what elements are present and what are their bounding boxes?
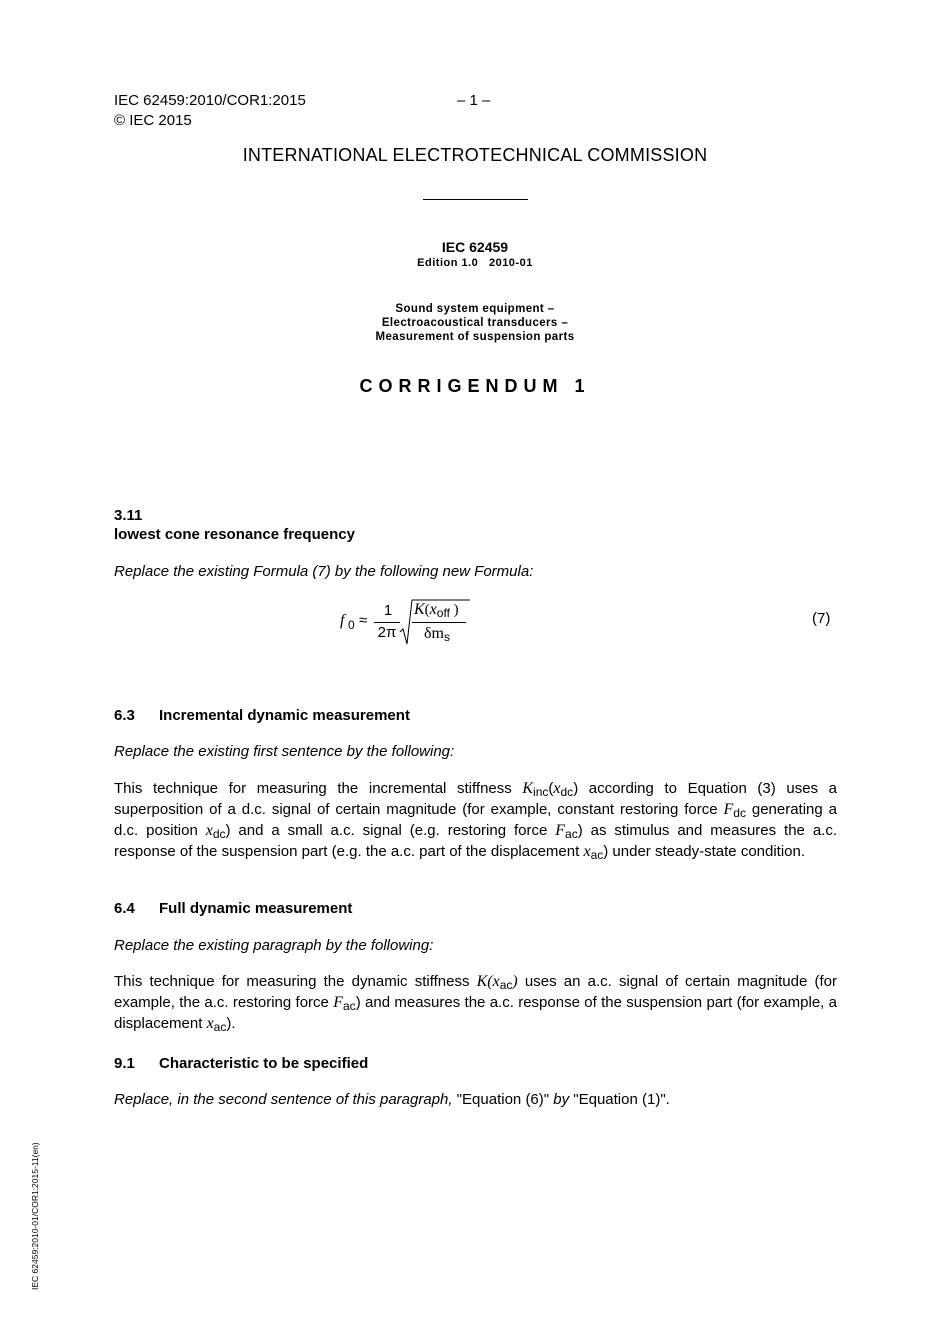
subtitle-line-3: Measurement of suspension parts <box>375 331 575 343</box>
section-6-3-instruction: Replace the existing first sentence by the following: <box>114 743 455 760</box>
document-reference: IEC 62459:2010/COR1:2015 <box>114 92 306 109</box>
formula-frac-den: 2π <box>377 624 397 641</box>
copyright: © IEC 2015 <box>114 112 192 129</box>
section-6-3-title: Incremental dynamic measurement <box>159 707 410 724</box>
formula-var-x: x <box>429 601 437 618</box>
section-6-3-number: 6.3 <box>114 707 135 724</box>
formula-root-denominator <box>424 625 450 643</box>
section-6-4-instruction: Replace the existing paragraph by the following: <box>114 937 434 954</box>
side-document-id: IEC 62459:2010-01/COR1:2015-11(en) <box>30 1142 40 1290</box>
formula-sub-off: off <box>436 606 450 620</box>
section-6-4-body: This technique for measuring the dynamic stiffness $K(x_{ac})$ uses an a.c. signal of certain magnitude (for example, the a.c. restoring force $F_{ac}$) and measures the a.c. response of the suspension part (for example, a displacement $x_{ac}$). <box>114 973 837 1034</box>
formula-approx: ≈ <box>359 612 368 629</box>
formula-root-numerator: $K(x_{off}$ ) <box>414 601 459 620</box>
section-6-4-title: Full dynamic measurement <box>159 900 353 917</box>
section-6-3-body: This technique for measuring the incremental stiffness $K_{inc}(x_{dc})$ according to Equation (3) uses a superposition of a d.c. signal of certain magnitude (for example, constant restoring force $F_{dc}$ generating a d.c. position $x_{dc}$) and a small a.c. signal (e.g. restoring force $F_{ac}$) as stimulus and measures the a.c. response of the suspension part (e.g. the a.c. part of the displacement $x_{ac}$) under steady-state condition. <box>114 780 837 862</box>
edition-line: Edition 1.0 2010-01 <box>417 257 533 269</box>
section-6-4-number: 6.4 <box>114 900 135 917</box>
organization-title: INTERNATIONAL ELECTROTECHNICAL COMMISSION <box>242 145 708 165</box>
formula-frac-bar <box>374 622 400 623</box>
section-9-1-heading <box>114 1053 837 1074</box>
standard-number: IEC 62459 <box>441 239 509 255</box>
page-number: – 1 – <box>457 92 491 109</box>
section-3-11-number: 3.11 <box>114 507 143 524</box>
section-6-4-heading <box>114 898 837 919</box>
subtitle-line-1: Sound system equipment – <box>395 303 555 315</box>
title-divider <box>423 199 528 200</box>
section-9-1-title: Characteristic to be specified <box>159 1055 369 1072</box>
formula-7 <box>340 598 480 648</box>
section-3-11-term: lowest cone resonance frequency <box>114 526 355 543</box>
formula-var-K: K <box>414 601 425 618</box>
formula-root-bar <box>412 622 466 623</box>
formula-var-dm: δm <box>424 625 444 642</box>
subtitle-line-2: Electroacoustical transducers – <box>381 317 569 329</box>
formula-sub-s: s <box>443 630 450 644</box>
section-6-3-heading <box>114 705 837 726</box>
section-9-1-instruction: Replace, in the second sentence of this paragraph, "Equation (6)" by "Equation (1)". <box>114 1091 670 1108</box>
corrigendum-title: CORRIGENDUM 1 <box>359 376 591 396</box>
formula-lhs-sub: 0 <box>348 618 355 632</box>
formula-lhs: f <box>340 612 345 629</box>
formula-number: (7) <box>812 610 831 627</box>
formula-frac-num: 1 <box>383 602 393 619</box>
section-9-1-number: 9.1 <box>114 1055 135 1072</box>
section-3-11-instruction: Replace the existing Formula (7) by the following new Formula: <box>114 563 534 580</box>
